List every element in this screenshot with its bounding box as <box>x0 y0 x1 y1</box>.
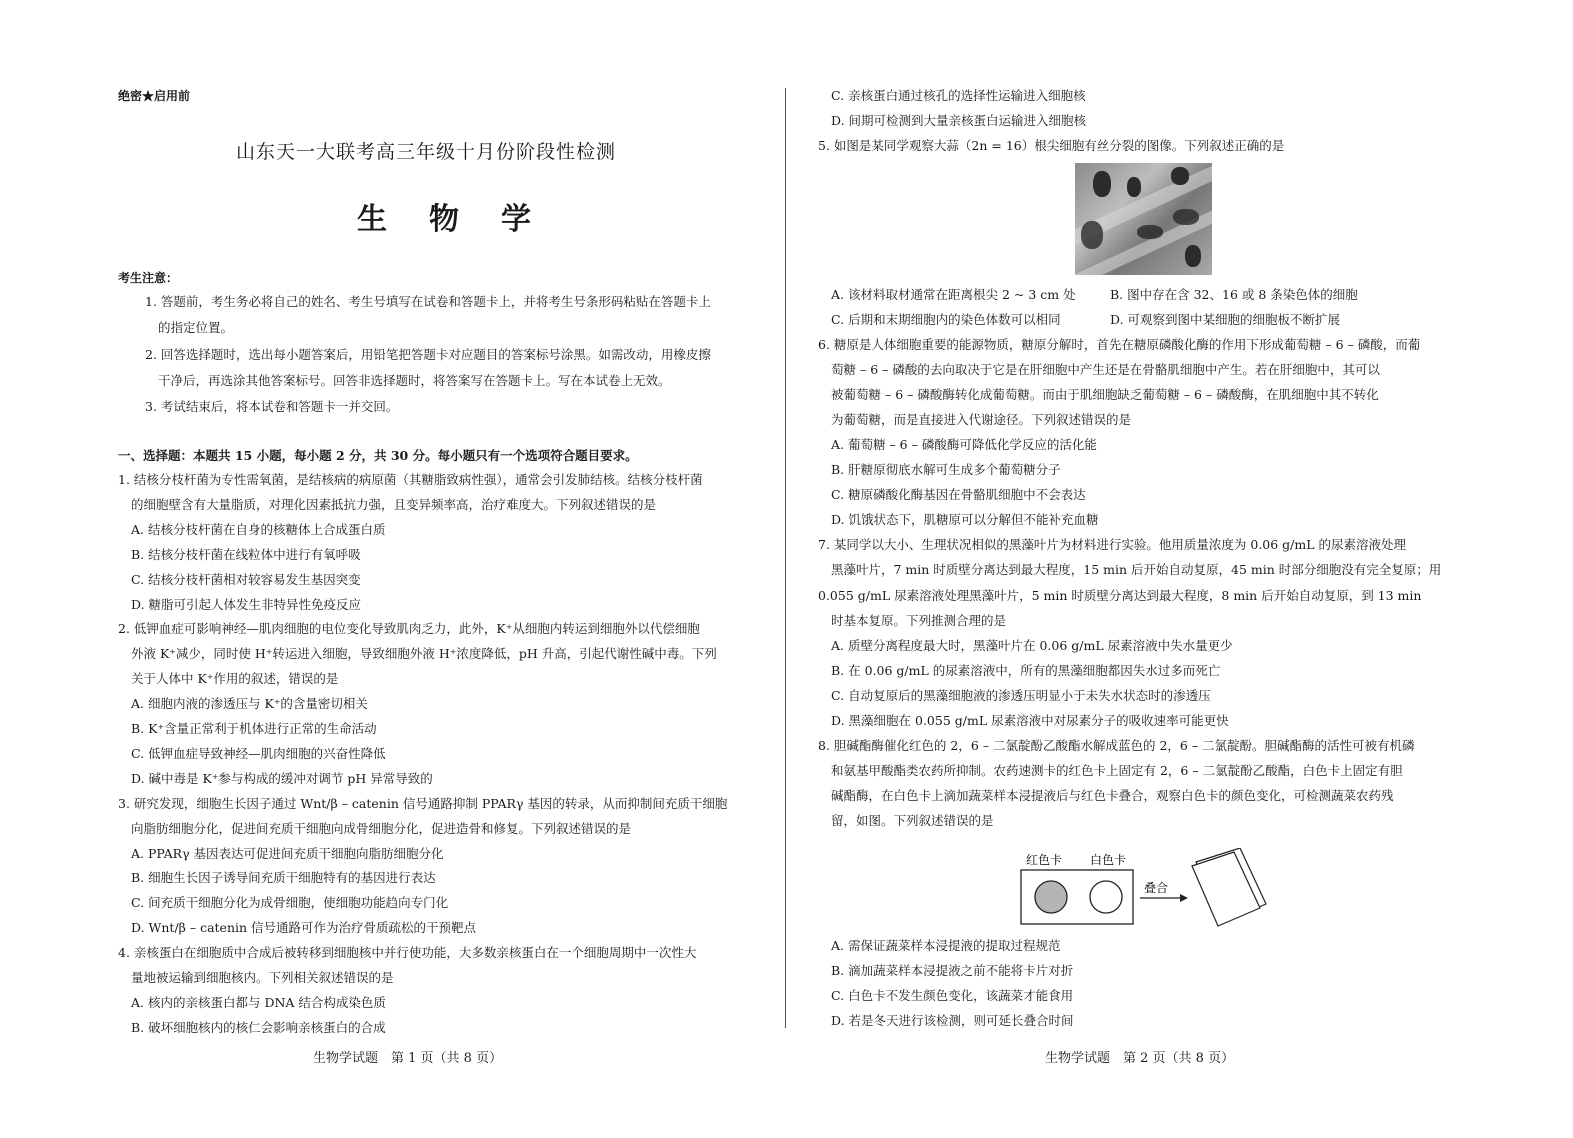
answer-option: C. 白色卡不发生颜色变化，该蔬菜才能食用 <box>831 988 1074 1003</box>
test-card-diagram <box>1020 848 1270 928</box>
question-stem-cont: 碱酯酶，在白色卡上滴加蔬菜样本浸提液后与红色卡叠合，观察白色卡的颜色变化，可检测蔬菜农药残 <box>831 787 1394 803</box>
question-stem: 5. 如图是某同学观察大蒜（2n = 16）根尖细胞有丝分裂的图像。下列叙述正确的是 <box>818 138 1285 153</box>
answer-option: C. 自动复原后的黑藻细胞液的渗透压明显小于未失水状态时的渗透压 <box>831 687 1211 703</box>
question-stem-cont: 萄糖 – 6 – 磷酸的去向取决于它是在肝细胞中产生还是在骨骼肌细胞中产生。若在肝细胞中，其可以 <box>831 362 1380 378</box>
notice-line: 2. 回答选择题时，选出每小题答案后，用铅笔把答题卡对应题目的答案标号涂黑。如需改动，用橡皮擦 <box>145 347 711 362</box>
answer-option: D. 黑藻细胞在 0.055 g/mL 尿素溶液中对尿素分子的吸收速率可能更快 <box>831 712 1229 728</box>
question-stem: 2. 低钾血症可影响神经—肌肉细胞的电位变化导致肌肉乏力，此外，K⁺从细胞内转运到细胞外以代偿细胞 <box>118 621 700 637</box>
question-stem-cont: 的细胞壁含有大量脂质，对理化因素抵抗力强，且变异频率高，治疗难度大。下列叙述错误的是 <box>131 496 657 512</box>
answer-option: B. 结核分枝杆菌在线粒体中进行有氧呼吸 <box>131 546 361 562</box>
notice-line: 的指定位置。 <box>158 320 234 335</box>
footer-right: 生物学试题 第 2 页（共 8 页） <box>1045 1051 1235 1066</box>
answer-option: B. 肝糖原彻底水解可生成多个葡萄糖分子 <box>831 462 1061 478</box>
question-stem: 1. 结核分枝杆菌为专性需氧菌，是结核病的病原菌（其糖脂致病性强），通常会引发肺结核。结核分枝杆菌 <box>118 472 703 487</box>
question-stem: 7. 某同学以大小、生理状况相似的黑藻叶片为材料进行实验。他用质量浓度为 0.06 g/mL 的尿素溶液处理 <box>818 537 1407 553</box>
exam-title: 山东天一大联考高三年级十月份阶段性检测 <box>236 141 617 163</box>
subject-title: 生物学 <box>357 202 573 237</box>
question-stem-cont: 外液 K⁺减少，同时使 H⁺转运进入细胞，导致细胞外液 H⁺浓度降低，pH 升高，引起代谢性碱中毒。下列 <box>131 646 717 662</box>
notice-line: 1. 答题前，考生务必将自己的姓名、考生号填写在试卷和答题卡上，并将考生号条形码粘贴在答题卡上 <box>145 294 711 309</box>
answer-option: B. 图中存在含 32、16 或 8 条染色体的细胞 <box>1110 287 1358 302</box>
answer-option: A. PPARγ 基因表达可促进间充质干细胞向脂肪细胞分化 <box>131 845 444 861</box>
question-stem-cont: 量地被运输到细胞核内。下列相关叙述错误的是 <box>131 970 394 985</box>
red-card-label: 红色卡 <box>1026 853 1063 867</box>
page-divider <box>785 88 786 1028</box>
footer-left: 生物学试题 第 1 页（共 8 页） <box>313 1051 503 1066</box>
question-stem: 3. 研究发现，细胞生长因子通过 Wnt/β – catenin 信号通路抑制 PPARγ 基因的转录，从而抑制间充质干细胞 <box>118 795 728 811</box>
answer-option: A. 核内的亲核蛋白都与 DNA 结合构成染色质 <box>131 994 386 1010</box>
section-heading: 一、选择题：本题共 15 小题，每小题 2 分，共 30 分。每小题只有一个选项符合题目要求。 <box>118 448 638 463</box>
notice-line: 干净后，再选涂其他答案标号。回答非选择题时，将答案写在答题卡上。写在本试卷上无效。 <box>158 373 671 388</box>
question-stem-cont: 黑藻叶片，7 min 时质壁分离达到最大程度，15 min 后开始自动复原，45 min 时部分细胞没有完全复原；用 <box>831 562 1442 578</box>
answer-option: C. 结核分枝杆菌相对较容易发生基因突变 <box>131 571 361 587</box>
answer-option: A. 细胞内液的渗透压与 K⁺的含量密切相关 <box>131 696 368 712</box>
question-stem: 6. 糖原是人体细胞重要的能源物质，糖原分解时，首先在糖原磷酸化酶的作用下形成葡萄糖 – 6 – 磷酸，而葡 <box>818 337 1421 352</box>
mitosis-micrograph <box>1075 163 1212 275</box>
question-stem-cont: 关于人体中 K⁺作用的叙述，错误的是 <box>131 671 339 687</box>
red-card-circle <box>1035 881 1067 913</box>
arrow-head <box>1180 894 1188 902</box>
answer-option: C. 糖原磷酸化酶基因在骨骼肌细胞中不会表达 <box>831 487 1086 503</box>
answer-option: D. 可观察到图中某细胞的细胞板不断扩展 <box>1110 312 1341 327</box>
question-stem-cont: 向脂肪细胞分化，促进间充质干细胞向成骨细胞分化，促进造骨和修复。下列叙述错误的是 <box>131 820 632 836</box>
answer-option: B. 破坏细胞核内的核仁会影响亲核蛋白的合成 <box>131 1019 386 1035</box>
question-stem: 4. 亲核蛋白在细胞质中合成后被转移到细胞核中并行使功能，大多数亲核蛋白在一个细胞周期中一次性大 <box>118 945 697 961</box>
question-stem: 0.055 g/mL 尿素溶液处理黑藻叶片，5 min 时质壁分离达到最大程度，8 min 后开始自动复原，到 13 min <box>818 587 1422 603</box>
answer-option: C. 后期和末期细胞内的染色体数可以相同 <box>831 312 1061 327</box>
left-page <box>0 0 786 1138</box>
arrow-label: 叠合 <box>1144 881 1169 895</box>
answer-option: B. 滴加蔬菜样本浸提液之前不能将卡片对折 <box>831 963 1074 978</box>
question-stem-cont: 和氨基甲酸酯类农药所抑制。农药速测卡的红色卡上固定有 2，6 – 二氯靛酚乙酸酯，白色卡上固定有胆 <box>831 762 1403 778</box>
white-card-circle <box>1090 881 1122 913</box>
notice-heading: 考生注意： <box>118 271 179 285</box>
answer-option: A. 葡萄糖 – 6 – 磷酸酶可降低化学反应的活化能 <box>831 437 1097 453</box>
question-stem-cont: 时基本复原。下列推测合理的是 <box>831 612 1007 628</box>
answer-option: C. 低钾血症导致神经—肌肉细胞的兴奋性降低 <box>131 745 386 761</box>
answer-option: D. 碱中毒是 K⁺参与构成的缓冲对调节 pH 异常导致的 <box>131 770 433 786</box>
answer-option: A. 该材料取材通常在距离根尖 2 ~ 3 cm 处 <box>831 287 1076 302</box>
white-card-label: 白色卡 <box>1090 853 1127 867</box>
folded-card-front <box>1192 852 1260 926</box>
answer-option: B. 细胞生长因子诱导间充质干细胞特有的基因进行表达 <box>131 870 436 886</box>
answer-option: A. 结核分枝杆菌在自身的核糖体上合成蛋白质 <box>131 521 386 537</box>
answer-option: C. 间充质干细胞分化为成骨细胞，使细胞功能趋向专门化 <box>131 895 449 911</box>
answer-option: D. 糖脂可引起人体发生非特异性免疫反应 <box>131 596 362 612</box>
notice-line: 3. 考试结束后，将本试卷和答题卡一并交回。 <box>145 399 399 414</box>
answer-option: A. 需保证蔬菜样本浸提液的提取过程规范 <box>831 938 1061 953</box>
question-stem-cont: 被葡萄糖 – 6 – 磷酸酶转化成葡萄糖。而由于肌细胞缺乏葡萄糖 – 6 – 磷酸酶，在肌细胞中其不转化 <box>831 387 1379 403</box>
answer-option: C. 亲核蛋白通过核孔的选择性运输进入细胞核 <box>831 88 1086 103</box>
question-stem-cont: 为葡萄糖，而是直接进入代谢途径。下列叙述错误的是 <box>831 412 1132 428</box>
answer-option: D. 间期可检测到大量亲核蛋白运输进入细胞核 <box>831 113 1087 128</box>
question-stem-cont: 留，如图。下列叙述错误的是 <box>831 812 994 828</box>
answer-option: A. 质壁分离程度最大时，黑藻叶片在 0.06 g/mL 尿素溶液中失水量更少 <box>831 637 1233 653</box>
answer-option: D. 饥饿状态下，肌糖原可以分解但不能补充血糖 <box>831 512 1099 528</box>
answer-option: D. Wnt/β – catenin 信号通路可作为治疗骨质疏松的干预靶点 <box>131 920 477 936</box>
question-stem: 8. 胆碱酯酶催化红色的 2，6 – 二氯靛酚乙酸酯水解成蓝色的 2，6 – 二氯靛酚。胆碱酯酶的活性可被有机磷 <box>818 737 1415 753</box>
secret-label: 绝密★启用前 <box>118 89 191 103</box>
answer-option: B. 在 0.06 g/mL 的尿素溶液中，所有的黑藻细胞都因失水过多而死亡 <box>831 662 1221 678</box>
answer-option: B. K⁺含量正常利于机体进行正常的生命活动 <box>131 721 377 736</box>
answer-option: D. 若是冬天进行该检测，则可延长叠合时间 <box>831 1013 1074 1028</box>
